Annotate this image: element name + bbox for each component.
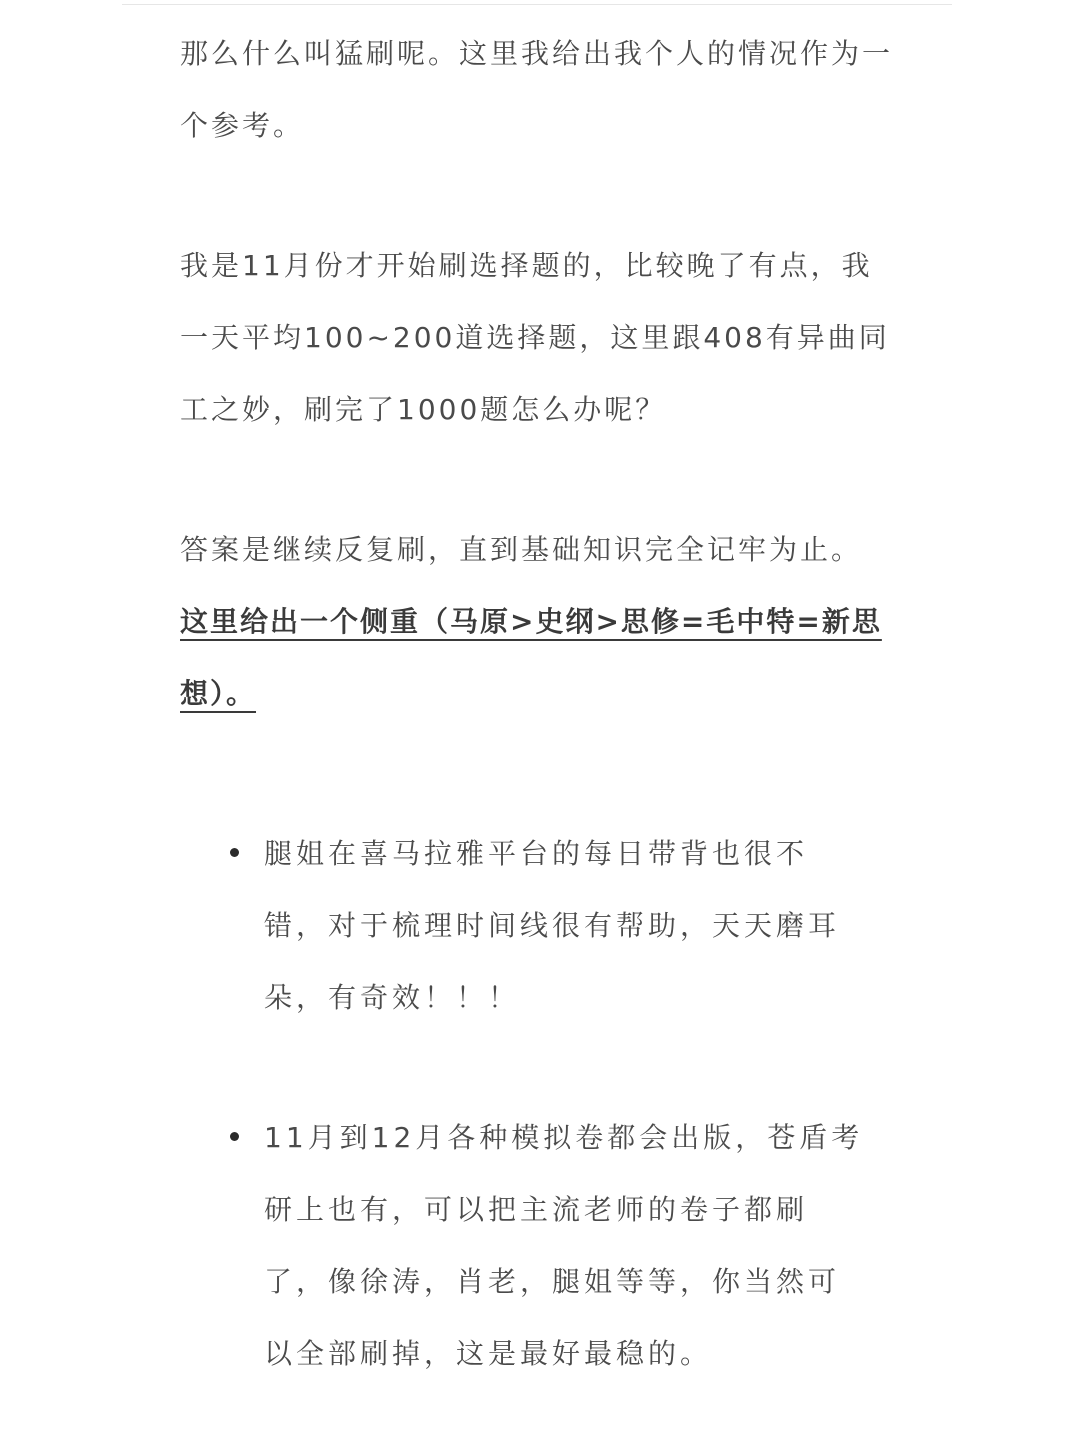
list-item-text: 11月到12月各种模拟卷都会出版，苍盾考研上也有，可以把主流老师的卷子都刷了，像徐涛，肖老，腿姐等等，你当然可以全部刷掉，这是最好最稳的。 bbox=[264, 1121, 864, 1370]
paragraph-schedule: 我是11月份才开始刷选择题的，比较晚了有点，我一天平均100~200道选择题，这里跟408有异曲同工之妙，刷完了1000题怎么办呢？ bbox=[180, 249, 890, 426]
article-body bbox=[180, 18, 896, 1390]
paragraph-answer: 答案是继续反复刷，直到基础知识完全记牢为止。 bbox=[180, 533, 863, 566]
top-divider bbox=[122, 4, 952, 5]
bullet-dot-icon bbox=[230, 848, 239, 857]
emphasis-line bbox=[180, 586, 896, 730]
tips-list bbox=[180, 818, 896, 1390]
list-item bbox=[180, 1102, 896, 1390]
list-item bbox=[180, 818, 896, 1034]
emphasis-text: 这里给出一个侧重（马原>史纲>思修=毛中特=新思想）。 bbox=[180, 605, 882, 710]
bullet-dot-icon bbox=[230, 1132, 239, 1141]
list-item-text: 腿姐在喜马拉雅平台的每日带背也很不错，对于梳理时间线很有帮助，天天磨耳朵，有奇效！！！ bbox=[264, 837, 841, 1014]
paragraph-intro: 那么什么叫猛刷呢。这里我给出我个人的情况作为一个参考。 bbox=[180, 37, 894, 142]
